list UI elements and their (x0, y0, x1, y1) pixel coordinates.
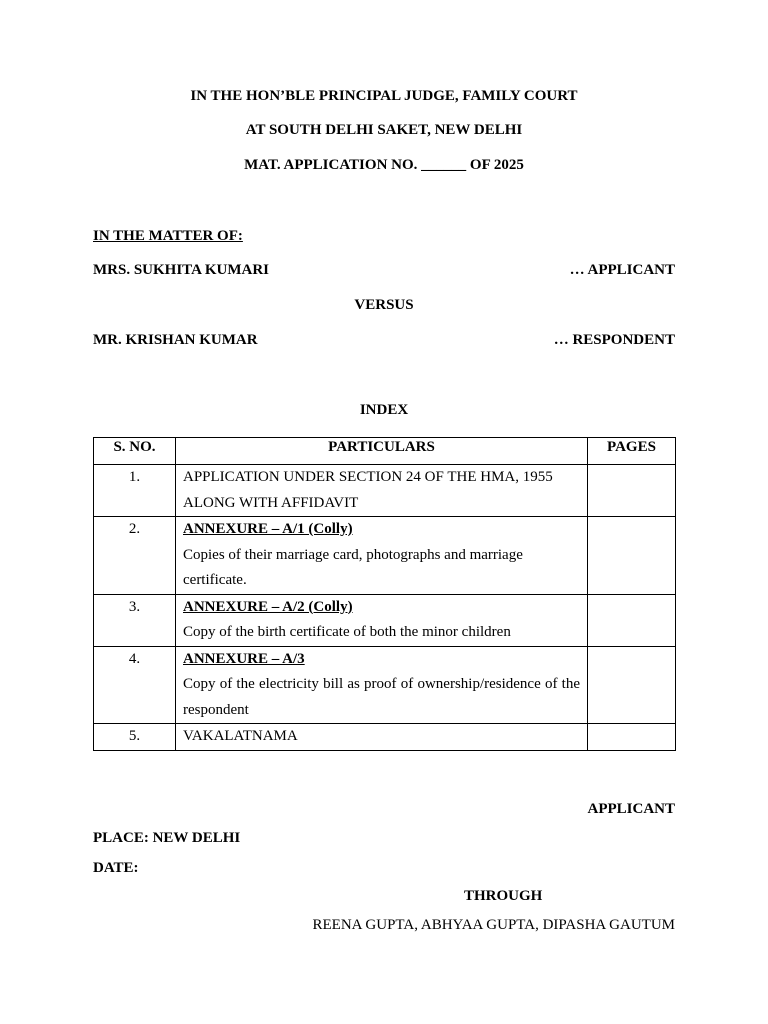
particulars-text: APPLICATION UNDER SECTION 24 OF THE HMA, 1955 ALONG WITH AFFIDAVIT (183, 469, 553, 511)
row-pages (588, 465, 676, 517)
particulars-text: VAKALATNAMA (183, 728, 298, 744)
row-particulars (176, 517, 588, 595)
row-sno: 1. (94, 465, 176, 517)
particulars-text: Copies of their marriage card, photographs and marriage certificate. (183, 546, 523, 588)
table-row (94, 594, 676, 646)
court-title: IN THE HON’BLE PRINCIPAL JUDGE, FAMILY COURT (190, 88, 578, 104)
place-label: PLACE: NEW DELHI (93, 830, 241, 846)
annexure-label: ANNEXURE – A/2 (Colly) (183, 598, 353, 615)
row-sno: 3. (94, 594, 176, 646)
date-label: DATE: (93, 860, 139, 876)
row-particulars (176, 646, 588, 724)
versus-label: VERSUS (354, 297, 414, 313)
row-pages (588, 517, 676, 595)
table-row (94, 465, 676, 517)
table-row (94, 724, 676, 751)
column-header-particulars: PARTICULARS (176, 438, 588, 465)
index-title: INDEX (359, 402, 409, 418)
matter-heading: IN THE MATTER OF: (93, 228, 243, 244)
row-particulars (176, 594, 588, 646)
particulars-text: Copy of the electricity bill as proof of ownership/residence of the respondent (183, 676, 580, 718)
row-sno: 5. (94, 724, 176, 751)
application-number: MAT. APPLICATION NO. ______ OF 2025 (244, 157, 524, 173)
row-sno: 2. (94, 517, 176, 595)
court-location: AT SOUTH DELHI SAKET, NEW DELHI (245, 122, 523, 138)
row-pages (588, 594, 676, 646)
counsel-names: REENA GUPTA, ABHYAA GUPTA, DIPASHA GAUTUM (312, 917, 675, 933)
column-header-sno: S. NO. (94, 438, 176, 465)
respondent-name: MR. KRISHAN KUMAR (93, 332, 258, 348)
through-label: THROUGH (464, 888, 543, 904)
table-row (94, 646, 676, 724)
applicant-role: … APPLICANT (569, 262, 675, 278)
applicant-signature-label: APPLICANT (587, 801, 675, 817)
applicant-name: MRS. SUKHITA KUMARI (93, 262, 269, 278)
row-particulars (176, 724, 588, 751)
table-header-row (94, 438, 676, 465)
respondent-role: … RESPONDENT (553, 332, 675, 348)
row-sno: 4. (94, 646, 176, 724)
index-table (93, 437, 676, 751)
row-pages (588, 646, 676, 724)
row-particulars (176, 465, 588, 517)
annexure-label: ANNEXURE – A/1 (Colly) (183, 521, 353, 537)
annexure-label: ANNEXURE – A/3 (183, 650, 305, 667)
column-header-pages: PAGES (588, 438, 676, 465)
table-row (94, 517, 676, 595)
particulars-text: Copy of the birth certificate of both the minor children (183, 624, 511, 640)
row-pages (588, 724, 676, 751)
document-page (93, 0, 675, 1024)
